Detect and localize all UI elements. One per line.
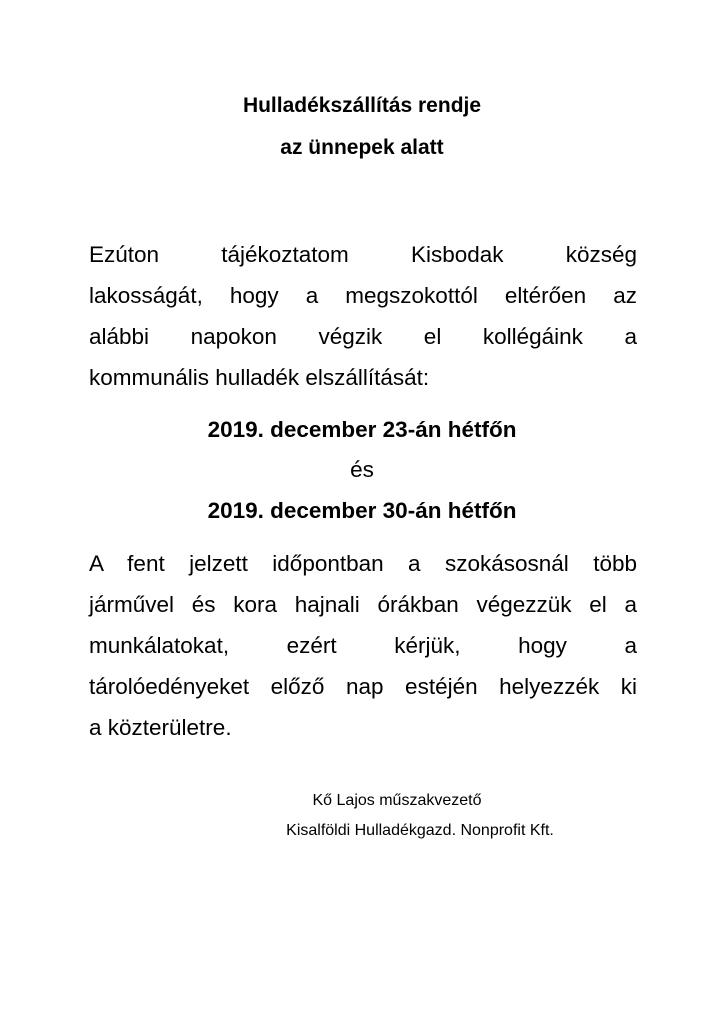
paragraph-1-line-1: Ezúton tájékoztatom Kisbodak község [89,242,637,267]
paragraph-2-line-1: A fent jelzett időpontban a szokásosnál több [89,551,637,576]
collection-date-1: 2019. december 23-án hétfőn [207,417,517,442]
signature-organization: Kisalföldi Hulladékgazd. Nonprofit Kft. [286,822,554,839]
date-conjunction: és [350,457,374,482]
signature-name: Kő Lajos műszakvezető [312,792,482,809]
document-title-line-1: Hulladékszállítás rendje [242,94,482,117]
paragraph-1-line-2: lakosságát, hogy a megszokottól eltérően az [89,283,637,308]
paragraph-2-line-2: járművel és kora hajnali órákban végezzük el a [89,592,637,617]
paragraph-2-line-3: munkálatokat, ezért kérjük, hogy a [89,633,637,658]
paragraph-2-line-5: a közterületre. [89,715,232,740]
paragraph-1-line-3: alábbi napokon végzik el kollégáink a [89,324,637,349]
paragraph-2-line-4: tárolóedényeket előző nap estéjén helyezzék ki [89,674,637,699]
collection-date-2: 2019. december 30-án hétfőn [207,498,517,523]
paragraph-1-line-4: kommunális hulladék elszállítását: [89,365,430,390]
document-title-line-2: az ünnepek alatt [280,136,444,159]
